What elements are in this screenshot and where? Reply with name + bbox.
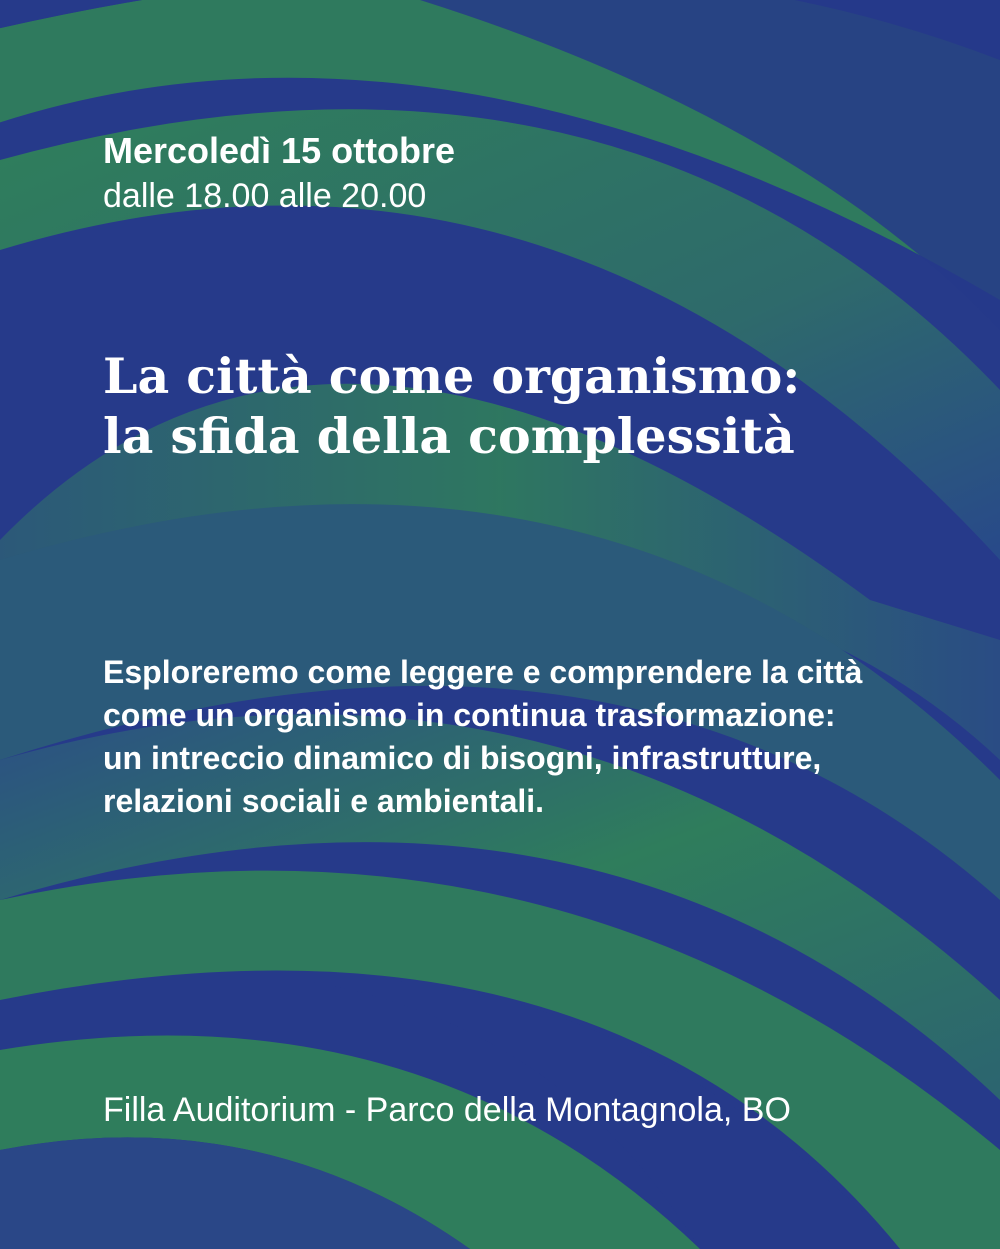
event-venue: Filla Auditorium - Parco della Montagnola, BO	[103, 1091, 791, 1129]
event-description: Esploreremo come leggere e comprendere la città come un organismo in continua trasformazione: un intreccio dinamico di bisogni, infrastrutture, relazioni sociali e ambientali.	[103, 654, 863, 819]
headline-line-1: La città come organismo:	[103, 347, 801, 405]
event-time: dalle 18.00 alle 20.00	[103, 177, 427, 215]
headline-line-2: la sfida della complessità	[103, 407, 795, 465]
event-date: Mercoledì 15 ottobre	[103, 130, 456, 171]
event-headline	[103, 346, 800, 466]
